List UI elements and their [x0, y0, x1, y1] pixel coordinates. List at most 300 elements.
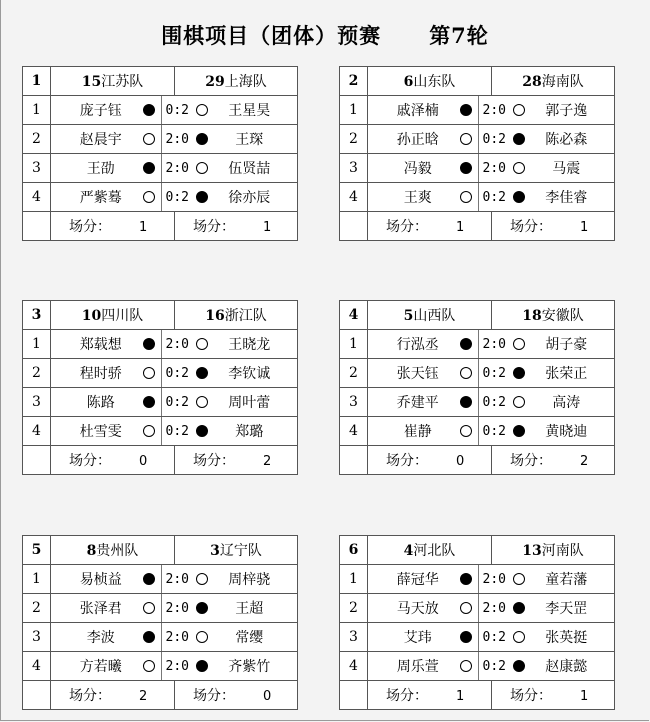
right-total-value: 2 — [580, 454, 589, 469]
right-total-value: 0 — [263, 689, 272, 704]
board-row — [23, 359, 298, 388]
score-label: 场分： — [510, 688, 552, 704]
white-stone-icon — [513, 396, 525, 408]
board-pairing — [51, 330, 298, 359]
board-row — [23, 154, 298, 183]
divider — [478, 594, 479, 622]
left-player-name: 张泽君 — [79, 601, 122, 617]
left-player-name: 杜雪雯 — [79, 424, 122, 440]
white-stone-icon — [513, 104, 525, 116]
right-player-name: 胡子豪 — [545, 337, 588, 353]
white-stone-icon — [460, 191, 472, 203]
total-row — [23, 446, 298, 475]
board-number: 3 — [23, 623, 51, 652]
match-number: 5 — [23, 536, 51, 565]
left-team-seed: 5 — [403, 308, 414, 324]
right-team-seed: 3 — [210, 543, 220, 559]
divider — [478, 652, 479, 680]
board-number: 1 — [23, 330, 51, 359]
white-stone-icon — [196, 631, 208, 643]
board-row — [23, 330, 298, 359]
divider — [161, 330, 162, 358]
divider — [161, 388, 162, 416]
divider — [161, 417, 162, 445]
right-total-value: 1 — [580, 220, 589, 235]
board-score: 0:2 — [165, 423, 189, 439]
board-score: 2:0 — [165, 629, 189, 645]
score-label: 场分： — [69, 688, 111, 704]
right-player-name: 马震 — [552, 161, 581, 177]
white-stone-icon — [460, 660, 472, 672]
white-stone-icon — [513, 162, 525, 174]
board-row — [340, 183, 615, 212]
right-player-name: 李钦诚 — [228, 366, 271, 382]
total-row — [340, 446, 615, 475]
board-row — [23, 125, 298, 154]
black-stone-icon — [460, 162, 472, 174]
board-score: 0:2 — [482, 658, 506, 674]
total-blank — [340, 681, 368, 710]
total-blank — [23, 446, 51, 475]
right-player-name: 张英挺 — [545, 630, 588, 646]
left-player-name: 周乐萱 — [396, 659, 439, 675]
right-player-name: 李佳睿 — [545, 190, 588, 206]
board-number: 4 — [340, 652, 368, 681]
black-stone-icon — [196, 660, 208, 672]
left-player-name: 王劭 — [86, 161, 115, 177]
board-number: 2 — [23, 359, 51, 388]
score-label: 场分： — [193, 453, 235, 469]
right-player-name: 郭子逸 — [545, 103, 588, 119]
board-pairing — [51, 623, 298, 652]
score-label: 场分： — [510, 219, 552, 235]
black-stone-icon — [196, 602, 208, 614]
right-team-total — [175, 681, 298, 710]
right-team-total — [492, 446, 615, 475]
board-row — [340, 417, 615, 446]
score-label: 场分： — [510, 453, 552, 469]
white-stone-icon — [196, 104, 208, 116]
left-team-total — [368, 446, 492, 475]
white-stone-icon — [143, 367, 155, 379]
board-pairing — [368, 565, 615, 594]
match-table — [22, 535, 298, 710]
divider — [161, 183, 162, 211]
left-team-seed: 8 — [86, 543, 97, 559]
left-team-seed: 15 — [81, 74, 102, 90]
board-row — [23, 96, 298, 125]
board-pairing — [51, 125, 298, 154]
score-label: 场分： — [193, 219, 235, 235]
black-stone-icon — [143, 104, 155, 116]
match-header-row — [340, 536, 615, 565]
right-player-name: 高涛 — [552, 395, 581, 411]
board-number: 4 — [340, 417, 368, 446]
board-score: 2:0 — [165, 600, 189, 616]
match-header-row — [340, 301, 615, 330]
black-stone-icon — [196, 367, 208, 379]
board-pairing — [368, 594, 615, 623]
board-score: 2:0 — [482, 160, 506, 176]
black-stone-icon — [460, 338, 472, 350]
left-player-name: 戚泽楠 — [396, 103, 439, 119]
left-player-name: 郑载想 — [79, 337, 122, 353]
left-team — [368, 67, 492, 96]
board-score: 0:2 — [165, 365, 189, 381]
left-player-name: 冯毅 — [403, 161, 432, 177]
right-team-seed: 29 — [205, 74, 225, 90]
left-team-total — [51, 212, 175, 241]
match-table — [22, 300, 298, 475]
left-player-name: 王爽 — [403, 190, 432, 206]
left-player-name: 孙正晗 — [396, 132, 439, 148]
board-row — [23, 388, 298, 417]
left-total-value: 1 — [139, 220, 148, 235]
left-player-name: 乔建平 — [396, 395, 439, 411]
board-row — [340, 154, 615, 183]
board-number: 3 — [340, 154, 368, 183]
board-pairing — [368, 154, 615, 183]
divider — [478, 623, 479, 651]
divider — [478, 359, 479, 387]
right-team — [175, 301, 298, 330]
board-number: 4 — [23, 183, 51, 212]
left-team — [51, 301, 175, 330]
black-stone-icon — [143, 573, 155, 585]
left-player-name: 赵晨宇 — [79, 132, 122, 148]
right-player-name: 常缨 — [235, 630, 264, 646]
board-row — [23, 565, 298, 594]
right-player-name: 陈必森 — [545, 132, 588, 148]
black-stone-icon — [460, 104, 472, 116]
total-blank — [23, 681, 51, 710]
left-team-seed: 10 — [81, 308, 102, 324]
board-row — [340, 565, 615, 594]
total-row — [340, 681, 615, 710]
board-pairing — [51, 96, 298, 125]
left-player-name: 李波 — [86, 630, 115, 646]
board-number: 3 — [23, 154, 51, 183]
right-player-name: 王琛 — [235, 132, 264, 148]
left-total-value: 0 — [456, 454, 465, 469]
right-team-total — [492, 212, 615, 241]
left-total-value: 1 — [456, 220, 465, 235]
board-pairing — [51, 154, 298, 183]
score-label: 场分： — [386, 688, 428, 704]
match-table — [339, 66, 615, 241]
right-team-seed: 16 — [205, 308, 225, 324]
board-number: 2 — [340, 594, 368, 623]
right-total-value: 2 — [263, 454, 272, 469]
match-table — [22, 66, 298, 241]
divider — [478, 565, 479, 593]
board-row — [340, 388, 615, 417]
left-team-name: 河北队 — [413, 543, 456, 559]
right-player-name: 王星昊 — [228, 103, 271, 119]
board-row — [23, 623, 298, 652]
divider — [161, 154, 162, 182]
board-number: 2 — [340, 359, 368, 388]
right-player-name: 周梓骁 — [228, 572, 271, 588]
board-pairing — [368, 359, 615, 388]
white-stone-icon — [143, 425, 155, 437]
left-team — [368, 536, 492, 565]
board-row — [340, 594, 615, 623]
black-stone-icon — [460, 573, 472, 585]
match-header-row — [23, 301, 298, 330]
score-label: 场分： — [69, 219, 111, 235]
left-team-total — [51, 681, 175, 710]
divider — [161, 125, 162, 153]
board-number: 2 — [340, 125, 368, 154]
left-player-name: 方若曦 — [79, 659, 122, 675]
board-pairing — [368, 125, 615, 154]
match-header-row — [23, 536, 298, 565]
black-stone-icon — [460, 631, 472, 643]
board-score: 0:2 — [165, 394, 189, 410]
divider — [478, 330, 479, 358]
right-player-name: 周叶蕾 — [228, 395, 271, 411]
left-team — [51, 536, 175, 565]
black-stone-icon — [513, 660, 525, 672]
score-label: 场分： — [386, 219, 428, 235]
right-team — [492, 301, 615, 330]
black-stone-icon — [513, 425, 525, 437]
board-row — [23, 652, 298, 681]
right-team-total — [175, 446, 298, 475]
board-score: 2:0 — [482, 102, 506, 118]
board-number: 3 — [340, 388, 368, 417]
divider — [478, 417, 479, 445]
board-number: 1 — [23, 96, 51, 125]
board-score: 2:0 — [482, 336, 506, 352]
total-blank — [340, 446, 368, 475]
board-score: 2:0 — [482, 600, 506, 616]
board-row — [23, 183, 298, 212]
match-number: 1 — [23, 67, 51, 96]
board-row — [340, 623, 615, 652]
white-stone-icon — [460, 425, 472, 437]
board-pairing — [368, 417, 615, 446]
board-pairing — [368, 330, 615, 359]
right-team-name: 海南队 — [541, 74, 584, 90]
right-player-name: 李天罡 — [545, 601, 588, 617]
white-stone-icon — [460, 367, 472, 379]
board-score: 2:0 — [165, 658, 189, 674]
left-team-seed: 4 — [403, 543, 414, 559]
page-title — [0, 20, 650, 50]
right-team-name: 辽宁队 — [219, 543, 262, 559]
board-pairing — [51, 183, 298, 212]
left-player-name: 行泓丞 — [396, 337, 439, 353]
white-stone-icon — [196, 396, 208, 408]
board-score: 0:2 — [482, 365, 506, 381]
right-team — [492, 536, 615, 565]
black-stone-icon — [513, 602, 525, 614]
left-team — [51, 67, 175, 96]
right-player-name: 童若藩 — [545, 572, 588, 588]
right-team-total — [492, 681, 615, 710]
black-stone-icon — [513, 367, 525, 379]
total-row — [23, 681, 298, 710]
left-team-name: 四川队 — [101, 308, 144, 324]
divider — [161, 594, 162, 622]
board-number: 1 — [23, 565, 51, 594]
board-score: 0:2 — [482, 629, 506, 645]
board-score: 0:2 — [482, 189, 506, 205]
divider — [161, 96, 162, 124]
white-stone-icon — [143, 602, 155, 614]
board-number: 4 — [23, 652, 51, 681]
white-stone-icon — [196, 573, 208, 585]
total-blank — [340, 212, 368, 241]
right-team — [175, 67, 298, 96]
board-number: 2 — [23, 594, 51, 623]
match-number: 4 — [340, 301, 368, 330]
divider — [478, 96, 479, 124]
white-stone-icon — [196, 162, 208, 174]
black-stone-icon — [143, 396, 155, 408]
left-team — [368, 301, 492, 330]
board-pairing — [368, 652, 615, 681]
right-player-name: 赵康懿 — [545, 659, 588, 675]
board-pairing — [368, 623, 615, 652]
match-number: 2 — [340, 67, 368, 96]
match-number: 6 — [340, 536, 368, 565]
right-player-name: 张荣正 — [545, 366, 588, 382]
match-number: 3 — [23, 301, 51, 330]
board-row — [23, 417, 298, 446]
right-team-seed: 28 — [522, 74, 542, 90]
left-player-name: 陈路 — [86, 395, 115, 411]
black-stone-icon — [460, 396, 472, 408]
right-team — [175, 536, 298, 565]
right-player-name: 王超 — [235, 601, 264, 617]
board-score: 0:2 — [482, 131, 506, 147]
right-team — [492, 67, 615, 96]
board-number: 1 — [340, 96, 368, 125]
match-header-row — [340, 67, 615, 96]
divider — [161, 359, 162, 387]
board-score: 2:0 — [165, 131, 189, 147]
left-total-value: 2 — [139, 689, 148, 704]
board-pairing — [368, 388, 615, 417]
match-table — [339, 300, 615, 475]
right-team-name: 河南队 — [541, 543, 584, 559]
right-player-name: 王晓龙 — [228, 337, 271, 353]
board-pairing — [51, 388, 298, 417]
board-number: 4 — [23, 417, 51, 446]
board-score: 0:2 — [165, 102, 189, 118]
board-number: 2 — [23, 125, 51, 154]
left-player-name: 严紫蓦 — [79, 190, 122, 206]
board-row — [340, 652, 615, 681]
board-number: 1 — [340, 330, 368, 359]
right-total-value: 1 — [263, 220, 272, 235]
right-team-total — [175, 212, 298, 241]
board-row — [340, 96, 615, 125]
right-team-seed: 18 — [522, 308, 542, 324]
board-row — [340, 359, 615, 388]
score-label: 场分： — [69, 453, 111, 469]
board-score: 2:0 — [165, 336, 189, 352]
left-team-name: 江苏队 — [101, 74, 144, 90]
left-player-name: 程时骄 — [79, 366, 122, 382]
board-score: 2:0 — [165, 571, 189, 587]
left-player-name: 薛冠华 — [396, 572, 439, 588]
right-player-name: 齐紫竹 — [228, 659, 271, 675]
black-stone-icon — [513, 191, 525, 203]
match-table — [339, 535, 615, 710]
black-stone-icon — [196, 425, 208, 437]
board-number: 4 — [340, 183, 368, 212]
left-player-name: 易桢益 — [79, 572, 122, 588]
right-player-name: 郑璐 — [235, 424, 264, 440]
white-stone-icon — [196, 338, 208, 350]
right-player-name: 徐亦辰 — [228, 190, 271, 206]
left-player-name: 马天放 — [396, 601, 439, 617]
black-stone-icon — [196, 191, 208, 203]
board-pairing — [51, 652, 298, 681]
board-pairing — [51, 594, 298, 623]
left-player-name: 艾玮 — [403, 630, 432, 646]
black-stone-icon — [143, 338, 155, 350]
black-stone-icon — [513, 133, 525, 145]
board-number: 1 — [340, 565, 368, 594]
round-label: 第7轮 — [429, 23, 489, 48]
left-team-total — [368, 681, 492, 710]
right-team-name: 浙江队 — [224, 308, 267, 324]
right-team-seed: 13 — [522, 543, 542, 559]
left-player-name: 崔静 — [403, 424, 432, 440]
black-stone-icon — [196, 133, 208, 145]
white-stone-icon — [513, 631, 525, 643]
left-team-name: 贵州队 — [96, 543, 139, 559]
left-player-name: 张天钰 — [396, 366, 439, 382]
divider — [478, 125, 479, 153]
total-blank — [23, 212, 51, 241]
divider — [478, 183, 479, 211]
board-pairing — [51, 359, 298, 388]
total-row — [340, 212, 615, 241]
board-number: 3 — [340, 623, 368, 652]
white-stone-icon — [513, 338, 525, 350]
board-number: 3 — [23, 388, 51, 417]
white-stone-icon — [460, 602, 472, 614]
black-stone-icon — [143, 631, 155, 643]
board-pairing — [368, 96, 615, 125]
score-label: 场分： — [386, 453, 428, 469]
divider — [161, 623, 162, 651]
divider — [161, 565, 162, 593]
board-score: 0:2 — [165, 189, 189, 205]
white-stone-icon — [143, 660, 155, 672]
board-row — [340, 330, 615, 359]
board-score: 2:0 — [482, 571, 506, 587]
left-team-total — [51, 446, 175, 475]
board-pairing — [368, 183, 615, 212]
board-row — [23, 594, 298, 623]
divider — [478, 154, 479, 182]
board-row — [340, 125, 615, 154]
board-score: 0:2 — [482, 394, 506, 410]
left-total-value: 1 — [456, 689, 465, 704]
right-team-name: 安徽队 — [541, 308, 584, 324]
right-team-name: 上海队 — [224, 74, 267, 90]
board-pairing — [51, 565, 298, 594]
white-stone-icon — [460, 133, 472, 145]
divider — [478, 388, 479, 416]
